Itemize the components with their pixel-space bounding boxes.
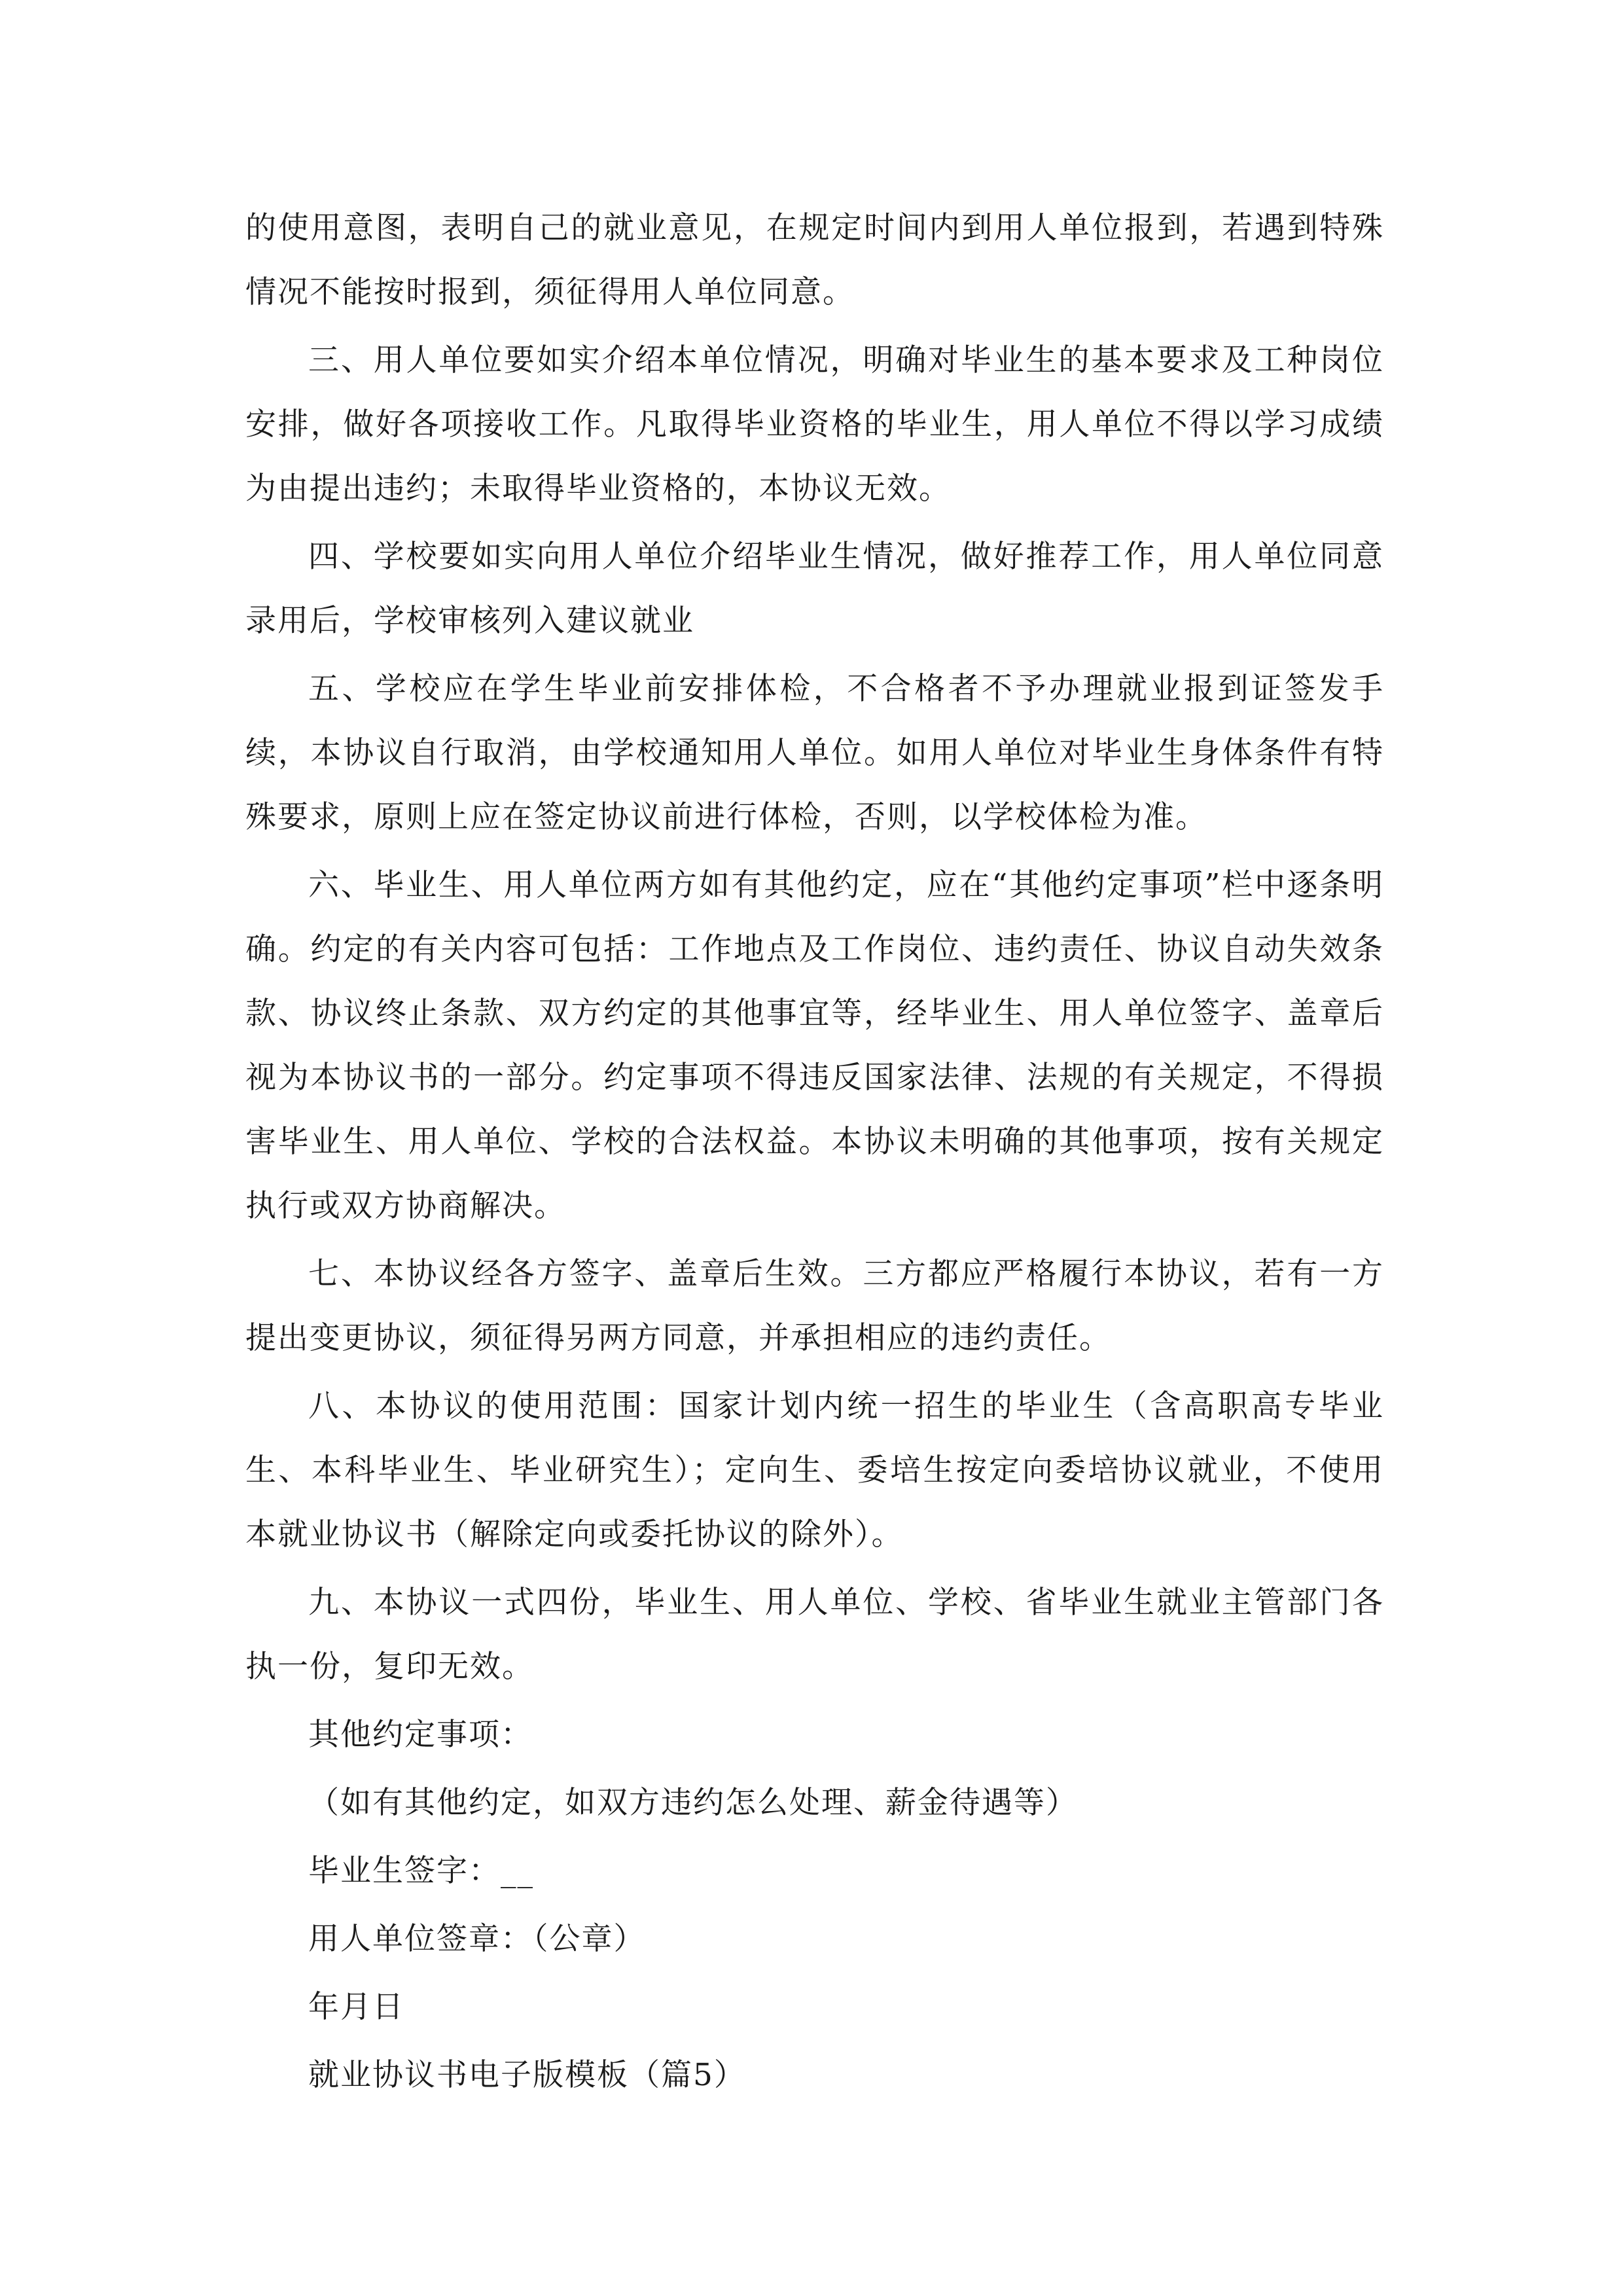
paragraph-clause-9: 九、本协议一式四份，毕业生、用人单位、学校、省毕业生就业主管部门各执一份，复印无效。 [245,1585,1384,1685]
paragraph-clause-6: 六、毕业生、用人单位两方如有其他约定，应在“其他约定事项”栏中逐条明确。约定的有关内容可包括：工作地点及工作岗位、违约责任、协议自动失效条款、协议终止条款、双方约定的其他事宜等，经毕业生、用人单位签字、盖章后视为本协议书的一部分。约定事项不得违反国家法律、法规的有关规定，不得损害毕业生、用人单位、学校的合法权益。本协议未明确的其他事项，按有关规定执行或双方协商解决。 [245,867,1384,1224]
paragraph-clause-3: 三、用人单位要如实介绍本单位情况，明确对毕业生的基本要求及工种岗位安排，做好各项接收工作。凡取得毕业资格的毕业生，用人单位不得以学习成绩为由提出违约；未取得毕业资格的，本协议无效。 [245,342,1384,507]
paragraph-continuation: 的使用意图，表明自己的就业意见，在规定时间内到用人单位报到，若遇到特殊情况不能按时报到，须征得用人单位同意。 [245,210,1384,310]
graduate-signature-line: 毕业生签字：__ [308,1853,534,1889]
other-items-note: （如有其他约定，如双方违约怎么处理、薪金待遇等） [308,1785,1078,1821]
next-section-title: 就业协议书电子版模板（篇5） [308,2057,746,2093]
paragraph-clause-4: 四、学校要如实向用人单位介绍毕业生情况，做好推荐工作，用人单位同意录用后，学校审核列入建议就业 [245,539,1384,639]
document-page [245,196,1384,2111]
date-line: 年月日 [308,1989,404,2025]
paragraph-clause-8: 八、本协议的使用范围：国家计划内统一招生的毕业生（含高职高专毕业生、本科毕业生、毕业研究生）；定向生、委培生按定向委培协议就业，不使用本就业协议书（解除定向或委托协议的除外）。 [245,1388,1384,1552]
other-items-label: 其他约定事项： [308,1717,533,1753]
paragraph-clause-5: 五、学校应在学生毕业前安排体检，不合格者不予办理就业报到证签发手续，本协议自行取消，由学校通知用人单位。如用人单位对毕业生身体条件有特殊要求，原则上应在签定协议前进行体检，否则，以学校体检为准。 [245,671,1384,835]
employer-seal-line: 用人单位签章：（公章） [308,1921,646,1957]
paragraph-clause-7: 七、本协议经各方签字、盖章后生效。三方都应严格履行本协议，若有一方提出变更协议，须征得另两方同意，并承担相应的违约责任。 [245,1256,1384,1356]
